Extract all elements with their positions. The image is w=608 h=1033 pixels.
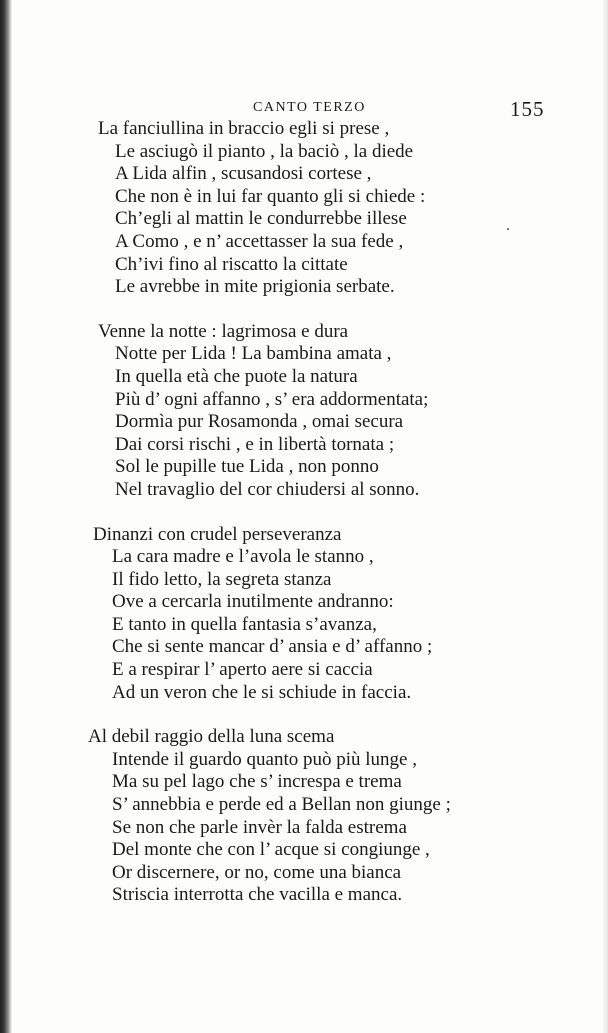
verse-line: La fanciullina in braccio egli si prese , [98,118,390,139]
verse-line: Sol le pupille tue Lida , non ponno [115,456,379,478]
verse-line: Ch’egli al mattin le condurrebbe illese [115,208,407,230]
verse-line: E a respirar l’ aperto aere si caccia [112,659,373,681]
verse-line: Che si sente mancar d’ ansia e d’ affanno ; [112,636,433,658]
verse-line: Che non è in lui far quanto gli si chiede : [115,185,426,207]
verse-line: Se non che parle invèr la falda estrema [112,816,407,838]
verse-line: Ove a cercarla inutilmente andranno: [112,591,394,613]
verse-line: Il fido letto, la segreta stanza [112,568,332,590]
page-number: 155 [510,97,545,121]
running-head: CANTO TERZO [253,100,366,115]
verse-line: Più d’ ogni affanno , s’ era addormentata; [115,388,429,410]
verse-line: Dormìa pur Rosamonda , omai secura [115,411,404,433]
verse-line: E tanto in quella fantasia s’avanza, [112,613,377,635]
verse-line: Or discernere, or no, come una bianca [112,861,402,883]
verse-line: La cara madre e l’avola le stanno , [112,546,374,568]
poem-text [0,118,608,929]
verse-line: Venne la notte : lagrimosa e dura [98,320,349,342]
verse-line: Striscia interrotta che vacilla e manca. [112,884,403,906]
verse-line: Notte per Lida ! La bambina amata , [115,343,392,365]
verse-line: Ch’ivi fino al riscatto la cittate [115,253,348,275]
stanza-1 [0,118,608,299]
verse-line: Le avrebbe in mite prigionia serbate. [115,276,395,298]
verse-line: A Como , e n’ accettasser la sua fede , [115,230,404,252]
stanza-3 [0,524,608,705]
verse-line: Le asciugò il pianto , la baciò , la diede [115,140,414,162]
verse-line: In quella età che puote la natura [115,365,358,387]
stanza-2 [0,321,608,502]
verse-line: Nel travaglio del cor chiudersi al sonno. [115,478,420,500]
verse-line: A Lida alfin , scusandosi cortese , [115,163,372,185]
verse-line: Al debil raggio della luna scema [88,726,335,748]
verse-line: Dinanzi con crudel perseveranza [93,523,342,545]
verse-line: Del monte che con l’ acque si congiunge , [112,839,430,861]
verse-line: Ad un veron che le si schiude in faccia. [112,681,412,703]
verse-line: Ma su pel lago che s’ increspa e trema [112,771,402,793]
verse-line: S’ annebbia e perde ed a Bellan non giunge ; [112,794,451,816]
verse-line: Dai corsi rischi , e in libertà tornata ; [115,433,395,455]
verse-line: Intende il guardo quanto può più lunge , [112,748,417,770]
stanza-4 [0,726,608,907]
